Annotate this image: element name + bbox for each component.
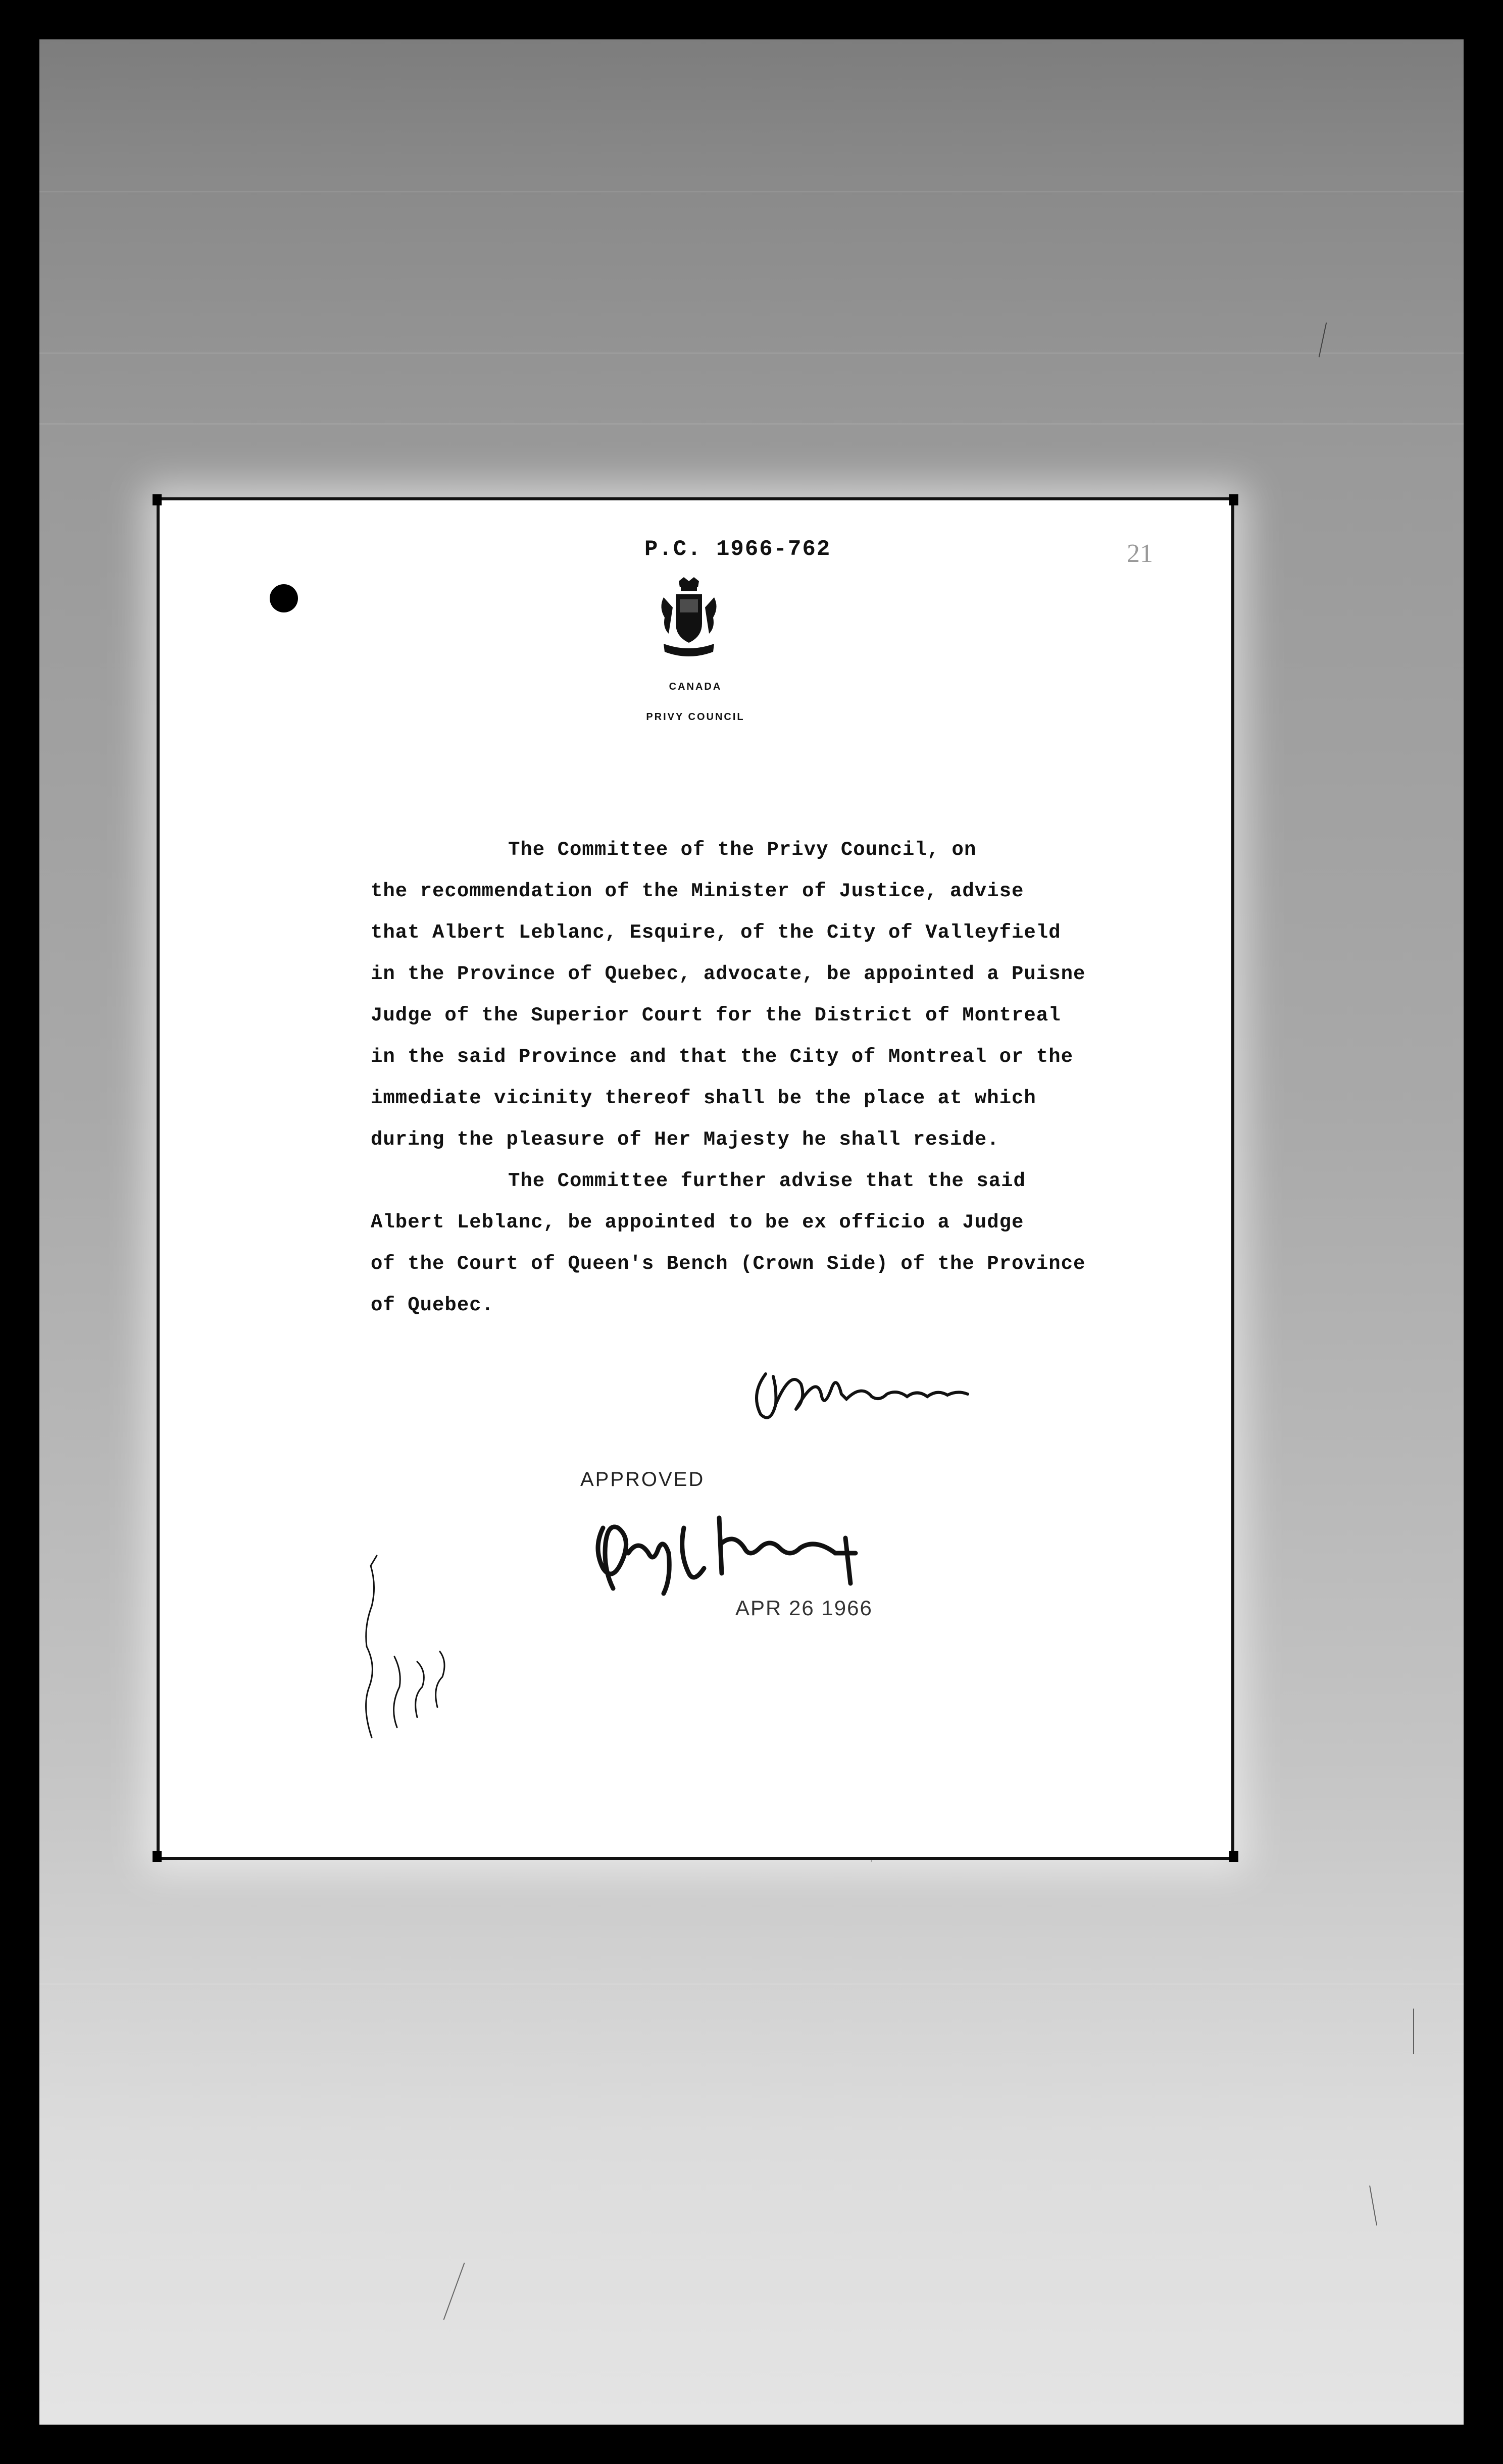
punch-hole — [270, 584, 298, 612]
margin-handwriting — [341, 1535, 473, 1748]
body-line: Albert Leblanc, be appointed to be ex officio a Judge — [371, 1211, 1024, 1234]
approval-date: APR 26 1966 — [735, 1596, 873, 1620]
governor-general-signature — [583, 1498, 866, 1599]
office-label: PRIVY COUNCIL — [646, 711, 745, 723]
body-line: Judge of the Superior Court for the District of Montreal — [371, 1004, 1061, 1026]
body-line: immediate vicinity thereof shall be the place at which — [371, 1087, 1036, 1109]
approved-stamp: APPROVED — [580, 1468, 705, 1491]
body-line: in the Province of Quebec, advocate, be appointed a Puisne — [371, 963, 1086, 985]
prime-minister-signature — [745, 1354, 983, 1429]
body-line: of the Court of Queen's Bench (Crown Side) of the Province — [371, 1253, 1086, 1275]
order-number: P.C. 1966-762 — [644, 537, 831, 562]
body-line: that Albert Leblanc, Esquire, of the City of Valleyfield — [371, 921, 1061, 944]
body-line: of Quebec. — [371, 1294, 494, 1316]
country-label: CANADA — [669, 681, 722, 692]
body-line: The Committee of the Privy Council, on — [508, 839, 977, 861]
body-line: the recommendation of the Minister of Justice, advise — [371, 880, 1024, 902]
folio-number: 21 — [1127, 539, 1153, 568]
document-page — [157, 497, 1234, 1860]
body-line: The Committee further advise that the said — [508, 1170, 1026, 1192]
body-line: in the said Province and that the City of Montreal or the — [371, 1046, 1074, 1068]
body-line: during the pleasure of Her Majesty he shall reside. — [371, 1128, 999, 1151]
coat-of-arms-icon — [654, 577, 724, 663]
